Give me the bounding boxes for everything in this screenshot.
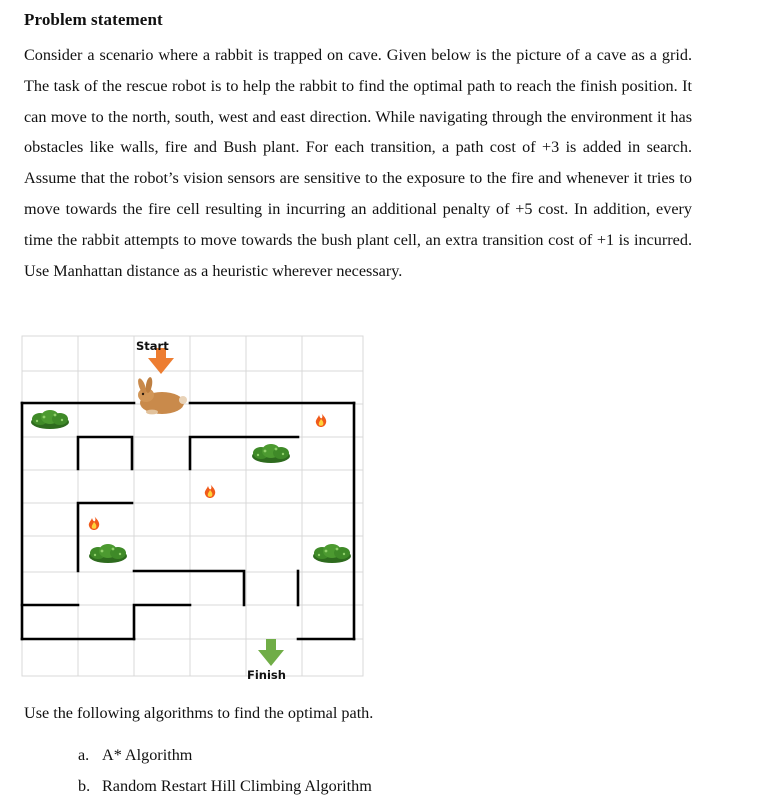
cave-walls [22,403,354,639]
algorithm-name: Random Restart Hill Climbing Algorithm [102,777,372,795]
cave-grid-figure [20,334,365,686]
problem-paragraph: Consider a scenario where a rabbit is trapped on cave. Given below is the picture of a cave as a grid. The task of the rescue robot is to help the rabbit to find the optimal path to reach the finish position. It can move to the north, south, west and east direction. While navigating through the environment it has obstacles like walls, fire and Bush plant. For each transition, a path cost of +3 is added in search. Assume that the robot’s vision sensors are sensitive to the exposure to the fire and whenever it tries to move towards the fire cell resulting in incurring an additional penalty of +5 cost. In addition, every time the rabbit attempts to move towards the bush plant cell, an extra transition cost of +1 is incurred. Use Manhattan distance as a heuristic wherever necessary. [24,46,692,280]
fire-icon [205,484,215,498]
grid-lines [22,336,363,676]
fire-icon [316,413,326,427]
list-item [78,777,372,796]
rabbit-icon [136,377,187,415]
bush-icon [89,544,127,563]
bush-icon [313,544,351,563]
list-marker: a. [78,746,90,764]
bush-icon [31,410,69,429]
instructions-lead: Use the following algorithms to find the optimal path. [24,704,374,722]
list-marker: b. [78,777,91,795]
algorithm-name: A* Algorithm [102,746,193,764]
bush-icon [252,444,290,463]
fire-icon [89,516,99,530]
list-item [78,746,192,765]
cave-grid [20,334,365,686]
finish-label: Finish [247,668,286,682]
finish-arrow [258,639,284,666]
problem-heading: Problem statement [24,10,163,29]
start-label: Start [136,339,169,353]
